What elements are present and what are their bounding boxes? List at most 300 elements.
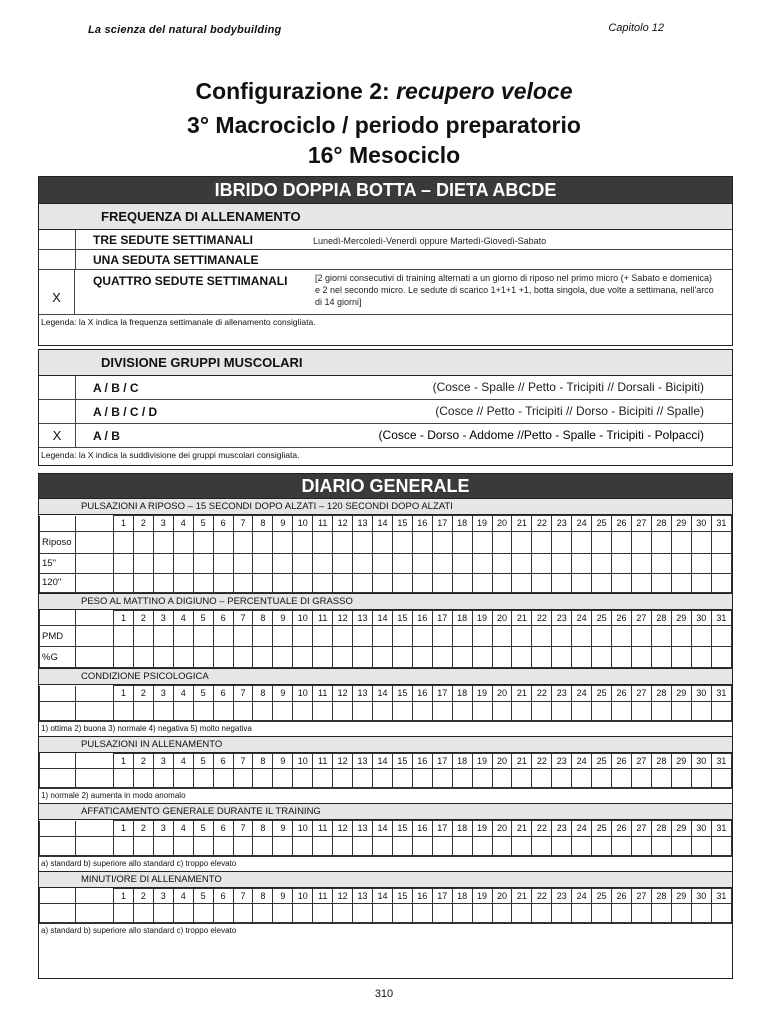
day-entry-cell[interactable]: [472, 531, 492, 553]
day-entry-cell[interactable]: [153, 701, 173, 720]
day-entry-cell[interactable]: [452, 701, 472, 720]
day-number: 8: [253, 516, 273, 532]
day-entry-cell[interactable]: [114, 531, 134, 553]
day-entry-cell[interactable]: [353, 904, 373, 923]
day-entry-cell[interactable]: [253, 836, 273, 855]
day-entry-cell[interactable]: [412, 701, 432, 720]
day-entry-cell[interactable]: [392, 531, 412, 553]
day-entry-cell[interactable]: [253, 626, 273, 647]
day-entry-cell[interactable]: [532, 836, 552, 855]
day-entry-cell[interactable]: [492, 647, 512, 668]
day-entry-cell[interactable]: [492, 904, 512, 923]
day-entry-cell[interactable]: [253, 647, 273, 668]
day-entry-cell[interactable]: [452, 626, 472, 647]
day-entry-cell[interactable]: [711, 701, 731, 720]
day-number: 18: [452, 888, 472, 904]
day-entry-cell[interactable]: [173, 553, 193, 573]
day-entry-cell[interactable]: [572, 701, 592, 720]
day-entry-cell[interactable]: [592, 626, 612, 647]
day-entry-cell[interactable]: [552, 573, 572, 592]
day-entry-cell[interactable]: [472, 836, 492, 855]
day-entry-cell[interactable]: [592, 769, 612, 788]
day-entry-cell[interactable]: [333, 553, 353, 573]
day-entry-cell[interactable]: [392, 553, 412, 573]
day-entry-cell[interactable]: [651, 904, 671, 923]
day-entry-cell[interactable]: [313, 769, 333, 788]
day-entry-cell[interactable]: [273, 836, 293, 855]
day-entry-cell[interactable]: [213, 626, 233, 647]
day-entry-cell[interactable]: [233, 701, 253, 720]
day-entry-cell[interactable]: [173, 904, 193, 923]
day-entry-cell[interactable]: [432, 626, 452, 647]
day-entry-cell[interactable]: [193, 701, 213, 720]
day-entry-cell[interactable]: [512, 626, 532, 647]
day-entry-cell[interactable]: [313, 701, 333, 720]
day-number: 5: [193, 686, 213, 702]
day-entry-cell[interactable]: [273, 531, 293, 553]
day-entry-cell[interactable]: [193, 647, 213, 668]
day-entry-cell[interactable]: [372, 626, 392, 647]
day-entry-cell[interactable]: [253, 769, 273, 788]
day-entry-cell[interactable]: [552, 531, 572, 553]
day-entry-cell[interactable]: [293, 573, 313, 592]
day-entry-cell[interactable]: [114, 626, 134, 647]
day-entry-cell[interactable]: [253, 531, 273, 553]
day-entry-cell[interactable]: [691, 573, 711, 592]
diary-entry-row: [40, 531, 732, 553]
day-entry-cell[interactable]: [412, 769, 432, 788]
day-entry-cell[interactable]: [213, 769, 233, 788]
day-entry-cell[interactable]: [711, 769, 731, 788]
day-entry-cell[interactable]: [273, 647, 293, 668]
day-entry-cell[interactable]: [392, 573, 412, 592]
day-entry-cell[interactable]: [353, 647, 373, 668]
day-entry-cell[interactable]: [572, 573, 592, 592]
day-entry-cell[interactable]: [512, 701, 532, 720]
day-entry-cell[interactable]: [631, 647, 651, 668]
day-entry-cell[interactable]: [612, 553, 632, 573]
day-entry-cell[interactable]: [572, 836, 592, 855]
day-entry-cell[interactable]: [412, 647, 432, 668]
day-entry-cell[interactable]: [293, 904, 313, 923]
day-entry-cell[interactable]: [173, 701, 193, 720]
day-entry-cell[interactable]: [432, 701, 452, 720]
day-entry-cell[interactable]: [333, 904, 353, 923]
day-entry-cell[interactable]: [173, 836, 193, 855]
day-entry-cell[interactable]: [193, 626, 213, 647]
day-entry-cell[interactable]: [651, 626, 671, 647]
day-entry-cell[interactable]: [592, 836, 612, 855]
day-number: 25: [592, 686, 612, 702]
day-entry-cell[interactable]: [631, 836, 651, 855]
running-header-book-title: La scienza del natural bodybuilding: [88, 24, 282, 36]
day-entry-cell[interactable]: [472, 553, 492, 573]
day-entry-cell[interactable]: [313, 647, 333, 668]
day-entry-cell[interactable]: [114, 769, 134, 788]
day-entry-cell[interactable]: [133, 904, 153, 923]
grid-gap-cell: [76, 769, 114, 788]
day-number: 19: [472, 888, 492, 904]
day-entry-cell[interactable]: [572, 531, 592, 553]
day-entry-cell[interactable]: [651, 531, 671, 553]
day-entry-cell[interactable]: [512, 553, 532, 573]
day-entry-cell[interactable]: [372, 573, 392, 592]
day-entry-cell[interactable]: [612, 836, 632, 855]
day-entry-cell[interactable]: [432, 531, 452, 553]
day-entry-cell[interactable]: [313, 836, 333, 855]
day-entry-cell[interactable]: [193, 573, 213, 592]
day-entry-cell[interactable]: [233, 626, 253, 647]
day-entry-cell[interactable]: [592, 904, 612, 923]
day-entry-cell[interactable]: [233, 531, 253, 553]
day-entry-cell[interactable]: [273, 769, 293, 788]
day-entry-cell[interactable]: [671, 904, 691, 923]
day-entry-cell[interactable]: [432, 904, 452, 923]
day-entry-cell[interactable]: [353, 626, 373, 647]
day-entry-cell[interactable]: [612, 626, 632, 647]
day-entry-cell[interactable]: [512, 531, 532, 553]
day-entry-cell[interactable]: [233, 769, 253, 788]
day-entry-cell[interactable]: [133, 769, 153, 788]
day-entry-cell[interactable]: [592, 553, 612, 573]
day-entry-cell[interactable]: [552, 701, 572, 720]
day-number: 28: [651, 610, 671, 626]
day-entry-cell[interactable]: [512, 836, 532, 855]
day-entry-cell[interactable]: [552, 553, 572, 573]
day-entry-cell[interactable]: [133, 531, 153, 553]
day-entry-cell[interactable]: [333, 647, 353, 668]
day-entry-cell[interactable]: [114, 836, 134, 855]
day-entry-cell[interactable]: [353, 701, 373, 720]
day-entry-cell[interactable]: [293, 701, 313, 720]
day-entry-cell[interactable]: [651, 553, 671, 573]
day-entry-cell[interactable]: [432, 553, 452, 573]
day-entry-cell[interactable]: [293, 531, 313, 553]
day-entry-cell[interactable]: [452, 573, 472, 592]
day-entry-cell[interactable]: [432, 573, 452, 592]
day-entry-cell[interactable]: [193, 553, 213, 573]
day-entry-cell[interactable]: [353, 553, 373, 573]
day-entry-cell[interactable]: [412, 626, 432, 647]
day-entry-cell[interactable]: [532, 904, 552, 923]
day-entry-cell[interactable]: [592, 647, 612, 668]
day-entry-cell[interactable]: [213, 904, 233, 923]
day-entry-cell[interactable]: [153, 647, 173, 668]
day-entry-cell[interactable]: [412, 573, 432, 592]
day-entry-cell[interactable]: [452, 531, 472, 553]
day-entry-cell[interactable]: [153, 553, 173, 573]
day-entry-cell[interactable]: [651, 769, 671, 788]
day-entry-cell[interactable]: [671, 769, 691, 788]
day-entry-cell[interactable]: [592, 701, 612, 720]
day-entry-cell[interactable]: [353, 531, 373, 553]
day-entry-cell[interactable]: [711, 647, 731, 668]
day-entry-cell[interactable]: [651, 573, 671, 592]
day-entry-cell[interactable]: [253, 904, 273, 923]
day-entry-cell[interactable]: [313, 553, 333, 573]
day-entry-cell[interactable]: [213, 573, 233, 592]
day-entry-cell[interactable]: [612, 904, 632, 923]
day-entry-cell[interactable]: [711, 626, 731, 647]
day-entry-cell[interactable]: [173, 647, 193, 668]
day-entry-cell[interactable]: [631, 701, 651, 720]
day-entry-cell[interactable]: [412, 531, 432, 553]
day-entry-cell[interactable]: [592, 531, 612, 553]
day-entry-cell[interactable]: [233, 904, 253, 923]
day-entry-cell[interactable]: [114, 647, 134, 668]
day-entry-cell[interactable]: [213, 553, 233, 573]
day-number: 17: [432, 888, 452, 904]
day-entry-cell[interactable]: [691, 553, 711, 573]
day-number: 13: [353, 888, 373, 904]
day-entry-cell[interactable]: [213, 701, 233, 720]
day-entry-cell[interactable]: [392, 647, 412, 668]
day-entry-cell[interactable]: [193, 836, 213, 855]
day-entry-cell[interactable]: [313, 904, 333, 923]
day-entry-cell[interactable]: [114, 904, 134, 923]
day-number: 6: [213, 686, 233, 702]
day-entry-cell[interactable]: [412, 553, 432, 573]
day-entry-cell[interactable]: [273, 904, 293, 923]
day-entry-cell[interactable]: [472, 769, 492, 788]
day-entry-cell[interactable]: [691, 626, 711, 647]
day-entry-cell[interactable]: [153, 836, 173, 855]
day-entry-cell[interactable]: [372, 647, 392, 668]
day-entry-cell[interactable]: [273, 573, 293, 592]
day-entry-cell[interactable]: [612, 769, 632, 788]
day-entry-cell[interactable]: [592, 573, 612, 592]
day-entry-cell[interactable]: [572, 769, 592, 788]
frequency-row: [39, 230, 732, 250]
day-entry-cell[interactable]: [233, 647, 253, 668]
day-entry-cell[interactable]: [492, 701, 512, 720]
day-entry-cell[interactable]: [572, 904, 592, 923]
day-entry-cell[interactable]: [631, 553, 651, 573]
day-entry-cell[interactable]: [392, 904, 412, 923]
day-entry-cell[interactable]: [153, 769, 173, 788]
day-entry-cell[interactable]: [691, 647, 711, 668]
grid-gap-cell: [76, 836, 114, 855]
day-entry-cell[interactable]: [173, 769, 193, 788]
day-entry-cell[interactable]: [512, 573, 532, 592]
day-entry-cell[interactable]: [472, 701, 492, 720]
day-entry-cell[interactable]: [193, 769, 213, 788]
day-entry-cell[interactable]: [472, 647, 492, 668]
day-entry-cell[interactable]: [711, 904, 731, 923]
day-entry-cell[interactable]: [333, 626, 353, 647]
day-entry-cell[interactable]: [133, 701, 153, 720]
day-entry-cell[interactable]: [532, 769, 552, 788]
day-entry-cell[interactable]: [552, 626, 572, 647]
day-entry-cell[interactable]: [173, 626, 193, 647]
day-entry-cell[interactable]: [233, 553, 253, 573]
day-entry-cell[interactable]: [372, 769, 392, 788]
day-entry-cell[interactable]: [631, 769, 651, 788]
day-entry-cell[interactable]: [651, 647, 671, 668]
day-entry-cell[interactable]: [492, 769, 512, 788]
day-entry-cell[interactable]: [532, 553, 552, 573]
day-entry-cell[interactable]: [313, 626, 333, 647]
day-entry-cell[interactable]: [612, 573, 632, 592]
day-entry-cell[interactable]: [671, 626, 691, 647]
day-entry-cell[interactable]: [671, 836, 691, 855]
day-entry-cell[interactable]: [114, 701, 134, 720]
day-entry-cell[interactable]: [213, 531, 233, 553]
day-entry-cell[interactable]: [133, 553, 153, 573]
day-entry-cell[interactable]: [552, 647, 572, 668]
day-entry-cell[interactable]: [711, 836, 731, 855]
day-entry-cell[interactable]: [153, 573, 173, 592]
day-entry-cell[interactable]: [472, 904, 492, 923]
day-entry-cell[interactable]: [671, 553, 691, 573]
day-entry-cell[interactable]: [452, 647, 472, 668]
day-entry-cell[interactable]: [392, 836, 412, 855]
day-entry-cell[interactable]: [711, 553, 731, 573]
day-entry-cell[interactable]: [372, 553, 392, 573]
day-entry-cell[interactable]: [273, 553, 293, 573]
day-entry-cell[interactable]: [412, 836, 432, 855]
day-entry-cell[interactable]: [392, 701, 412, 720]
day-entry-cell[interactable]: [492, 836, 512, 855]
day-entry-cell[interactable]: [532, 573, 552, 592]
day-entry-cell[interactable]: [512, 904, 532, 923]
day-entry-cell[interactable]: [512, 769, 532, 788]
day-entry-cell[interactable]: [651, 836, 671, 855]
day-entry-cell[interactable]: [392, 769, 412, 788]
day-entry-cell[interactable]: [412, 904, 432, 923]
day-number: 10: [293, 821, 313, 837]
day-entry-cell[interactable]: [671, 647, 691, 668]
day-entry-cell[interactable]: [452, 769, 472, 788]
day-entry-cell[interactable]: [492, 531, 512, 553]
day-number: 8: [253, 686, 273, 702]
day-entry-cell[interactable]: [153, 904, 173, 923]
day-entry-cell[interactable]: [432, 769, 452, 788]
day-entry-cell[interactable]: [372, 904, 392, 923]
day-entry-cell[interactable]: [452, 836, 472, 855]
day-entry-cell[interactable]: [691, 769, 711, 788]
day-entry-cell[interactable]: [671, 531, 691, 553]
day-entry-cell[interactable]: [532, 626, 552, 647]
day-entry-cell[interactable]: [532, 647, 552, 668]
day-entry-cell[interactable]: [512, 647, 532, 668]
day-entry-cell[interactable]: [313, 573, 333, 592]
day-entry-cell[interactable]: [253, 573, 273, 592]
day-entry-cell[interactable]: [532, 701, 552, 720]
day-entry-cell[interactable]: [233, 573, 253, 592]
day-entry-cell[interactable]: [552, 769, 572, 788]
day-entry-cell[interactable]: [392, 626, 412, 647]
day-entry-cell[interactable]: [353, 573, 373, 592]
day-entry-cell[interactable]: [472, 573, 492, 592]
day-entry-cell[interactable]: [492, 626, 512, 647]
day-entry-cell[interactable]: [293, 553, 313, 573]
day-entry-cell[interactable]: [572, 553, 592, 573]
day-entry-cell[interactable]: [572, 647, 592, 668]
day-entry-cell[interactable]: [253, 553, 273, 573]
day-entry-cell[interactable]: [293, 647, 313, 668]
split-row: [39, 400, 732, 424]
day-entry-cell[interactable]: [293, 769, 313, 788]
day-entry-cell[interactable]: [552, 904, 572, 923]
day-entry-cell[interactable]: [333, 769, 353, 788]
day-entry-cell[interactable]: [333, 836, 353, 855]
day-entry-cell[interactable]: [173, 573, 193, 592]
day-entry-cell[interactable]: [293, 626, 313, 647]
day-entry-cell[interactable]: [253, 701, 273, 720]
day-entry-cell[interactable]: [372, 531, 392, 553]
day-entry-cell[interactable]: [114, 573, 134, 592]
diary-grid: [39, 515, 732, 593]
day-entry-cell[interactable]: [313, 531, 333, 553]
day-entry-cell[interactable]: [671, 573, 691, 592]
day-entry-cell[interactable]: [133, 573, 153, 592]
day-entry-cell[interactable]: [631, 626, 651, 647]
day-entry-cell[interactable]: [233, 836, 253, 855]
day-entry-cell[interactable]: [333, 573, 353, 592]
day-entry-cell[interactable]: [492, 573, 512, 592]
day-entry-cell[interactable]: [213, 647, 233, 668]
day-entry-cell[interactable]: [651, 701, 671, 720]
day-entry-cell[interactable]: [293, 836, 313, 855]
day-entry-cell[interactable]: [711, 531, 731, 553]
day-entry-cell[interactable]: [353, 769, 373, 788]
day-entry-cell[interactable]: [153, 626, 173, 647]
day-entry-cell[interactable]: [133, 626, 153, 647]
day-entry-cell[interactable]: [153, 531, 173, 553]
day-entry-cell[interactable]: [691, 701, 711, 720]
day-entry-cell[interactable]: [472, 626, 492, 647]
day-entry-cell[interactable]: [631, 573, 651, 592]
day-entry-cell[interactable]: [691, 904, 711, 923]
day-entry-cell[interactable]: [631, 531, 651, 553]
day-entry-cell[interactable]: [353, 836, 373, 855]
day-entry-cell[interactable]: [452, 904, 472, 923]
day-entry-cell[interactable]: [572, 626, 592, 647]
day-entry-cell[interactable]: [691, 836, 711, 855]
day-entry-cell[interactable]: [631, 904, 651, 923]
day-entry-cell[interactable]: [671, 701, 691, 720]
day-entry-cell[interactable]: [114, 553, 134, 573]
day-entry-cell[interactable]: [492, 553, 512, 573]
day-entry-cell[interactable]: [273, 701, 293, 720]
day-entry-cell[interactable]: [333, 701, 353, 720]
day-number: 14: [372, 888, 392, 904]
day-entry-cell[interactable]: [213, 836, 233, 855]
day-entry-cell[interactable]: [691, 531, 711, 553]
day-entry-cell[interactable]: [372, 701, 392, 720]
day-entry-cell[interactable]: [612, 701, 632, 720]
day-entry-cell[interactable]: [432, 647, 452, 668]
day-entry-cell[interactable]: [612, 531, 632, 553]
day-entry-cell[interactable]: [273, 626, 293, 647]
day-entry-cell[interactable]: [193, 904, 213, 923]
day-entry-cell[interactable]: [333, 531, 353, 553]
day-entry-cell[interactable]: [711, 573, 731, 592]
day-number: 22: [532, 610, 552, 626]
day-entry-cell[interactable]: [173, 531, 193, 553]
day-entry-cell[interactable]: [532, 531, 552, 553]
day-entry-cell[interactable]: [372, 836, 392, 855]
day-entry-cell[interactable]: [133, 647, 153, 668]
day-entry-cell[interactable]: [612, 647, 632, 668]
day-entry-cell[interactable]: [432, 836, 452, 855]
day-entry-cell[interactable]: [193, 531, 213, 553]
day-entry-cell[interactable]: [133, 836, 153, 855]
day-entry-cell[interactable]: [552, 836, 572, 855]
day-entry-cell[interactable]: [452, 553, 472, 573]
diary-block-title: PULSAZIONI A RIPOSO – 15 SECONDI DOPO ALZATI – 120 SECONDI DOPO ALZATI: [39, 499, 732, 515]
